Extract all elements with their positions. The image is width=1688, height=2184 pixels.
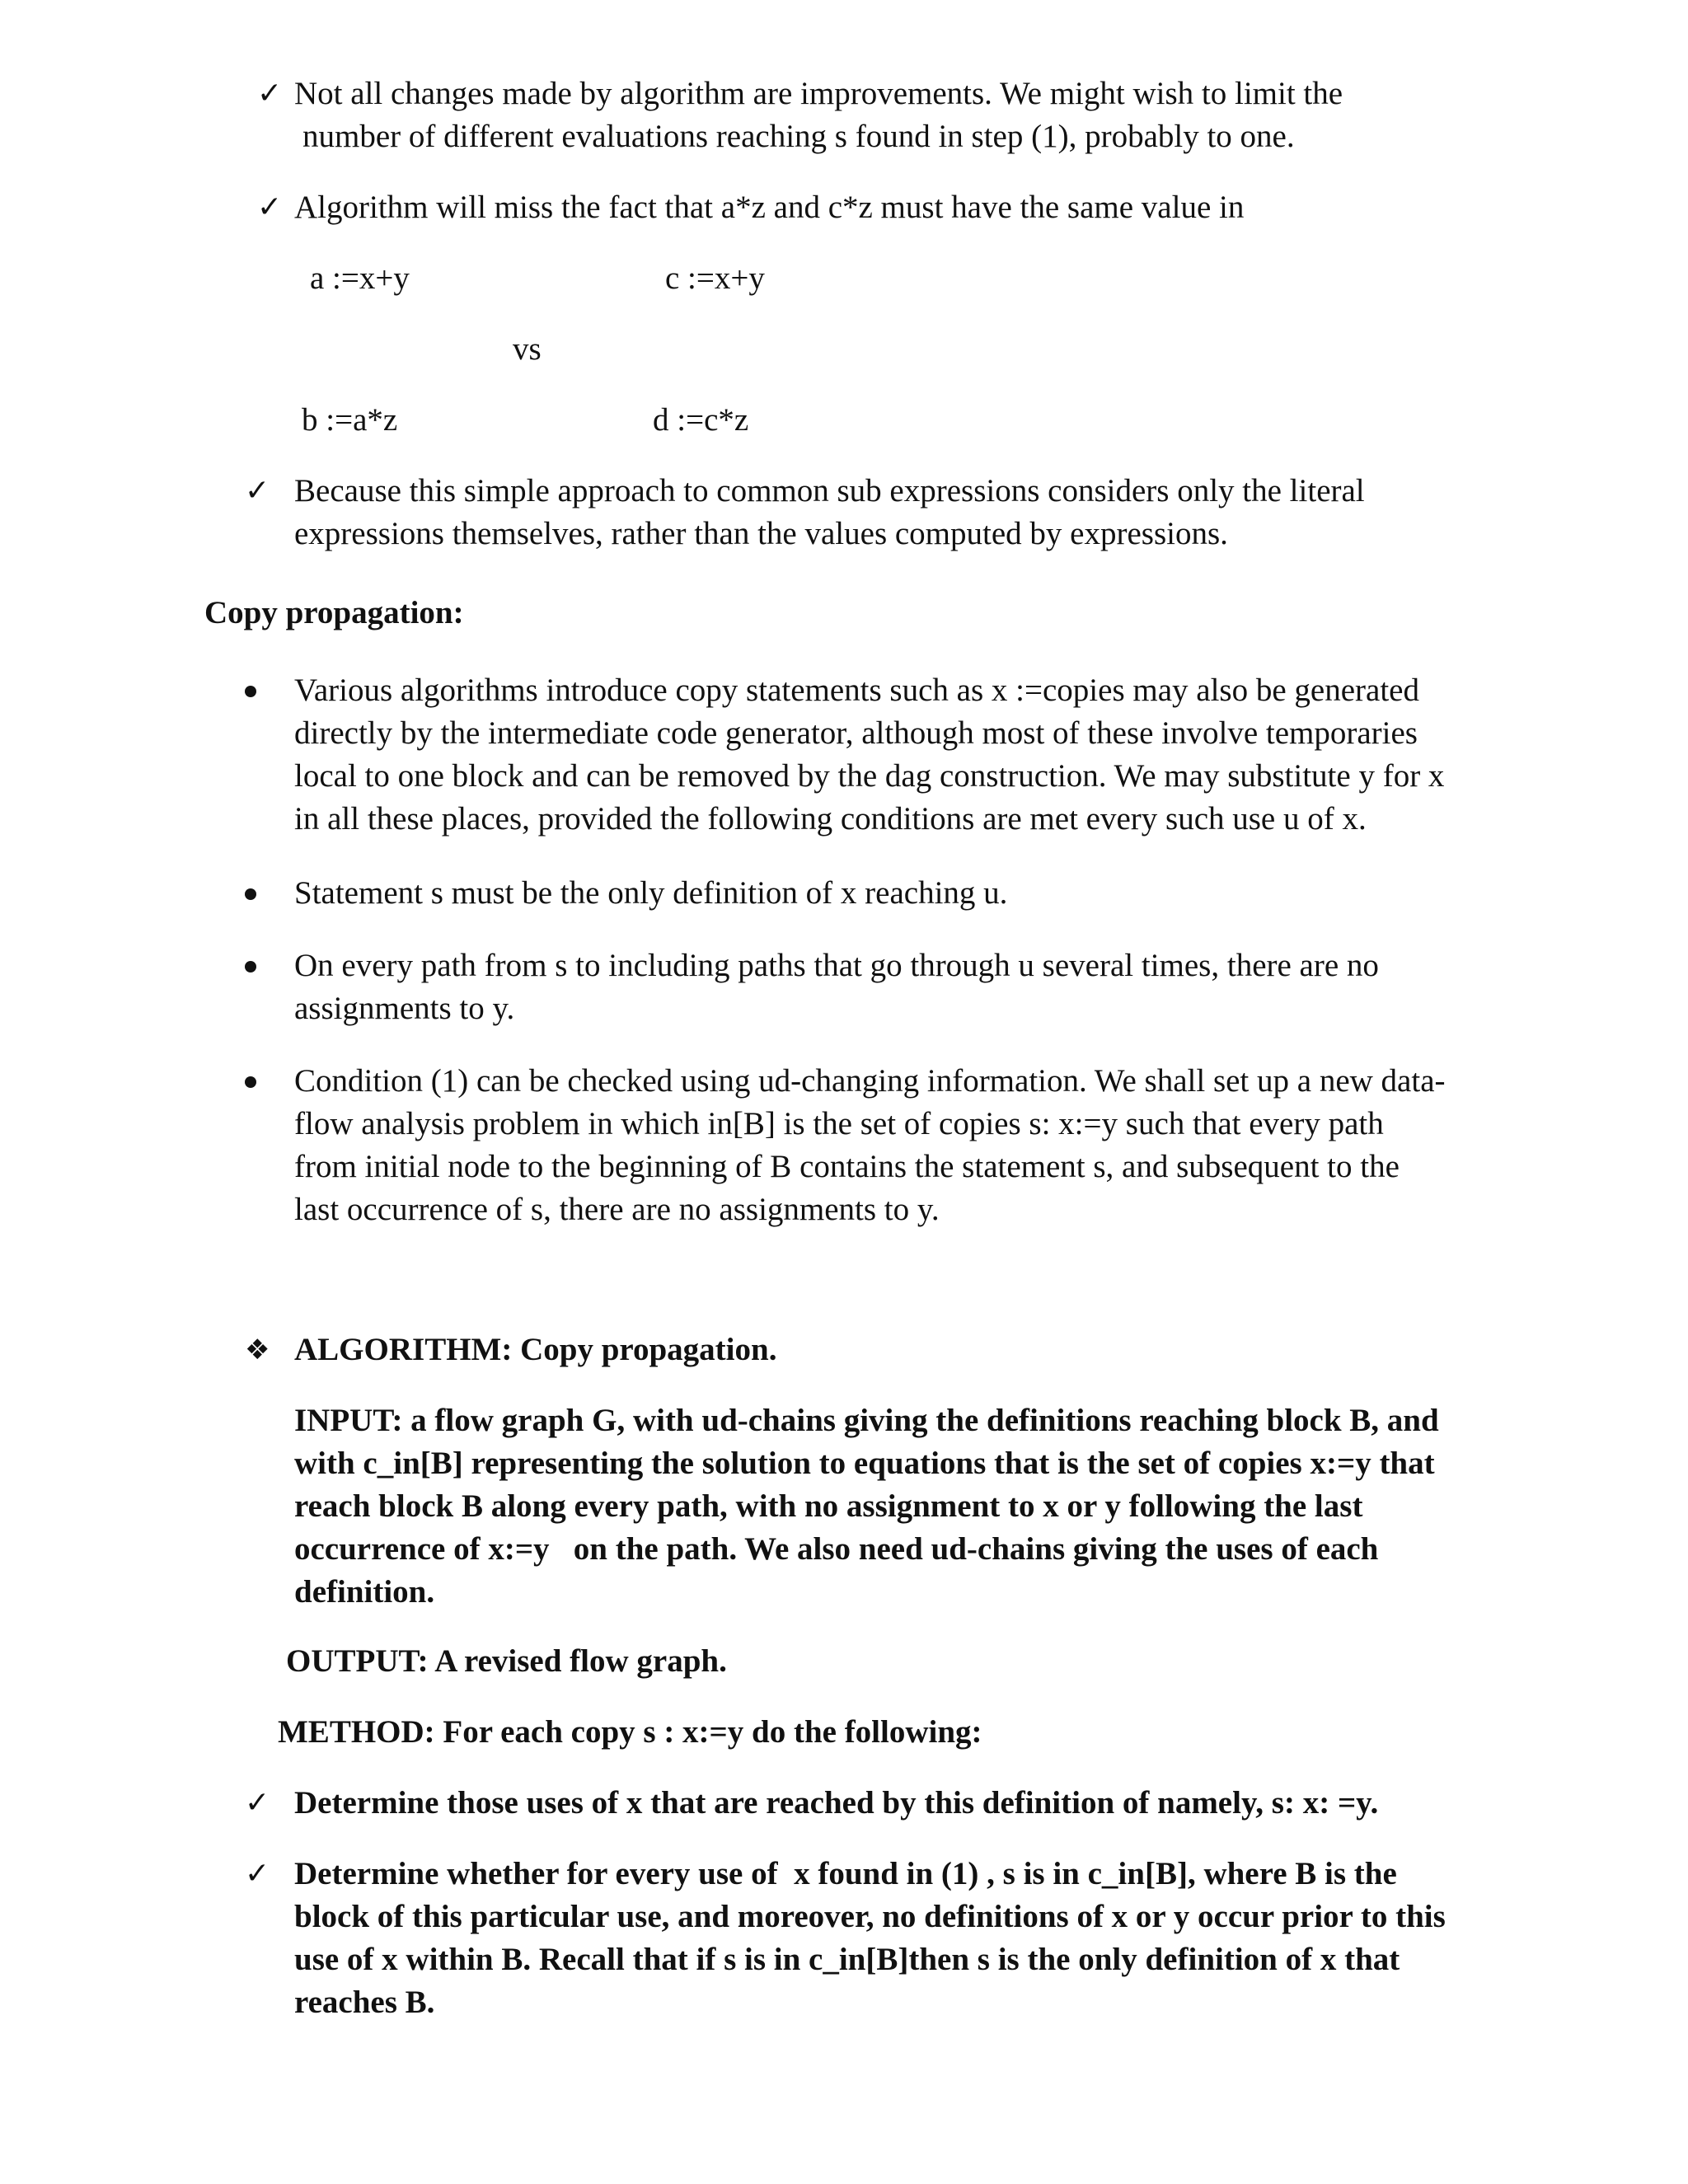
- text-line: directly by the intermediate code generator, although most of these involve temporaries: [294, 715, 1418, 751]
- text-line: Not all changes made by algorithm are improvements. We might wish to limit the: [294, 76, 1343, 111]
- check-icon: ✓: [257, 77, 283, 110]
- check-icon: ✓: [245, 1786, 270, 1820]
- check-item-3: [294, 470, 1365, 555]
- text-line: use of x within B. Recall that if s is in c_in[B]then s is the only definition of x that: [294, 1942, 1400, 1977]
- bullet-item-3: [294, 944, 1379, 1030]
- text-line: Statement s must be the only definition of x reaching u.: [294, 875, 1008, 911]
- code-d: d :=c*z: [653, 402, 749, 438]
- method-step-2: [294, 1853, 1446, 2024]
- algorithm-input: [294, 1399, 1439, 1614]
- check-item-1: [294, 73, 1343, 158]
- text-line: assignments to y.: [294, 991, 515, 1026]
- bullet-item-1: [294, 669, 1444, 841]
- check-icon: ✓: [245, 1857, 270, 1891]
- text-line: occurrence of x:=y on the path. We also need ud-chains giving the uses of each: [294, 1531, 1379, 1567]
- code-c: c :=x+y: [665, 260, 765, 296]
- text-line: expressions themselves, rather than the values computed by expressions.: [294, 516, 1228, 551]
- bullet-icon: [245, 888, 256, 900]
- text-line: flow analysis problem in which in[B] is the set of copies s: x:=y such that every path: [294, 1106, 1384, 1141]
- check-item-2: [294, 186, 1244, 229]
- bullet-item-4: [294, 1060, 1446, 1231]
- text-line: Algorithm will miss the fact that a*z and c*z must have the same value in: [294, 190, 1245, 225]
- text-line: Determine whether for every use of x found in (1) , s is in c_in[B], where B is the: [294, 1856, 1397, 1891]
- algorithm-method: METHOD: For each copy s : x:=y do the following:: [278, 1714, 982, 1750]
- text-line: Because this simple approach to common sub expressions considers only the literal: [294, 473, 1365, 509]
- text-line: definition.: [294, 1574, 435, 1610]
- text-line: number of different evaluations reaching s found in step (1), probably to one.: [302, 119, 1295, 154]
- algorithm-output: OUTPUT: A revised flow graph.: [286, 1643, 727, 1679]
- text-line: Condition (1) can be checked using ud-changing information. We shall set up a new data-: [294, 1063, 1446, 1099]
- diamond-bullet-icon: ❖: [245, 1333, 270, 1366]
- text-line: Determine those uses of x that are reached by this definition of namely, s: x: =y.: [294, 1785, 1379, 1821]
- code-vs: vs: [513, 331, 542, 367]
- algorithm-title: ALGORITHM: Copy propagation.: [294, 1332, 777, 1367]
- method-step-1: [294, 1782, 1378, 1825]
- text-line: local to one block and can be removed by the dag construction. We may substitute y for x: [294, 758, 1445, 794]
- check-icon: ✓: [245, 474, 270, 508]
- bullet-item-2: [294, 872, 1007, 915]
- text-line: block of this particular use, and moreover, no definitions of x or y occur prior to this: [294, 1899, 1446, 1934]
- code-b: b :=a*z: [302, 402, 398, 438]
- section-heading: Copy propagation:: [204, 595, 464, 630]
- text-line: INPUT: a flow graph G, with ud-chains giving the definitions reaching block B, and: [294, 1403, 1439, 1438]
- bullet-icon: [245, 1076, 256, 1088]
- check-icon: ✓: [257, 190, 283, 224]
- code-a: a :=x+y: [310, 260, 410, 296]
- text-line: On every path from s to including paths that go through u several times, there are no: [294, 948, 1379, 983]
- bullet-icon: [245, 686, 256, 697]
- text-line: reach block B along every path, with no assignment to x or y following the last: [294, 1488, 1363, 1524]
- text-line: from initial node to the beginning of B contains the statement s, and subsequent to the: [294, 1149, 1400, 1184]
- bullet-icon: [245, 961, 256, 972]
- text-line: reaches B.: [294, 1985, 435, 2020]
- text-line: with c_in[B] representing the solution to equations that is the set of copies x:=y that: [294, 1446, 1435, 1481]
- text-line: in all these places, provided the following conditions are met every such use u of x.: [294, 801, 1367, 837]
- text-line: Various algorithms introduce copy statements such as x :=copies may also be generated: [294, 673, 1419, 708]
- text-line: last occurrence of s, there are no assignments to y.: [294, 1192, 940, 1227]
